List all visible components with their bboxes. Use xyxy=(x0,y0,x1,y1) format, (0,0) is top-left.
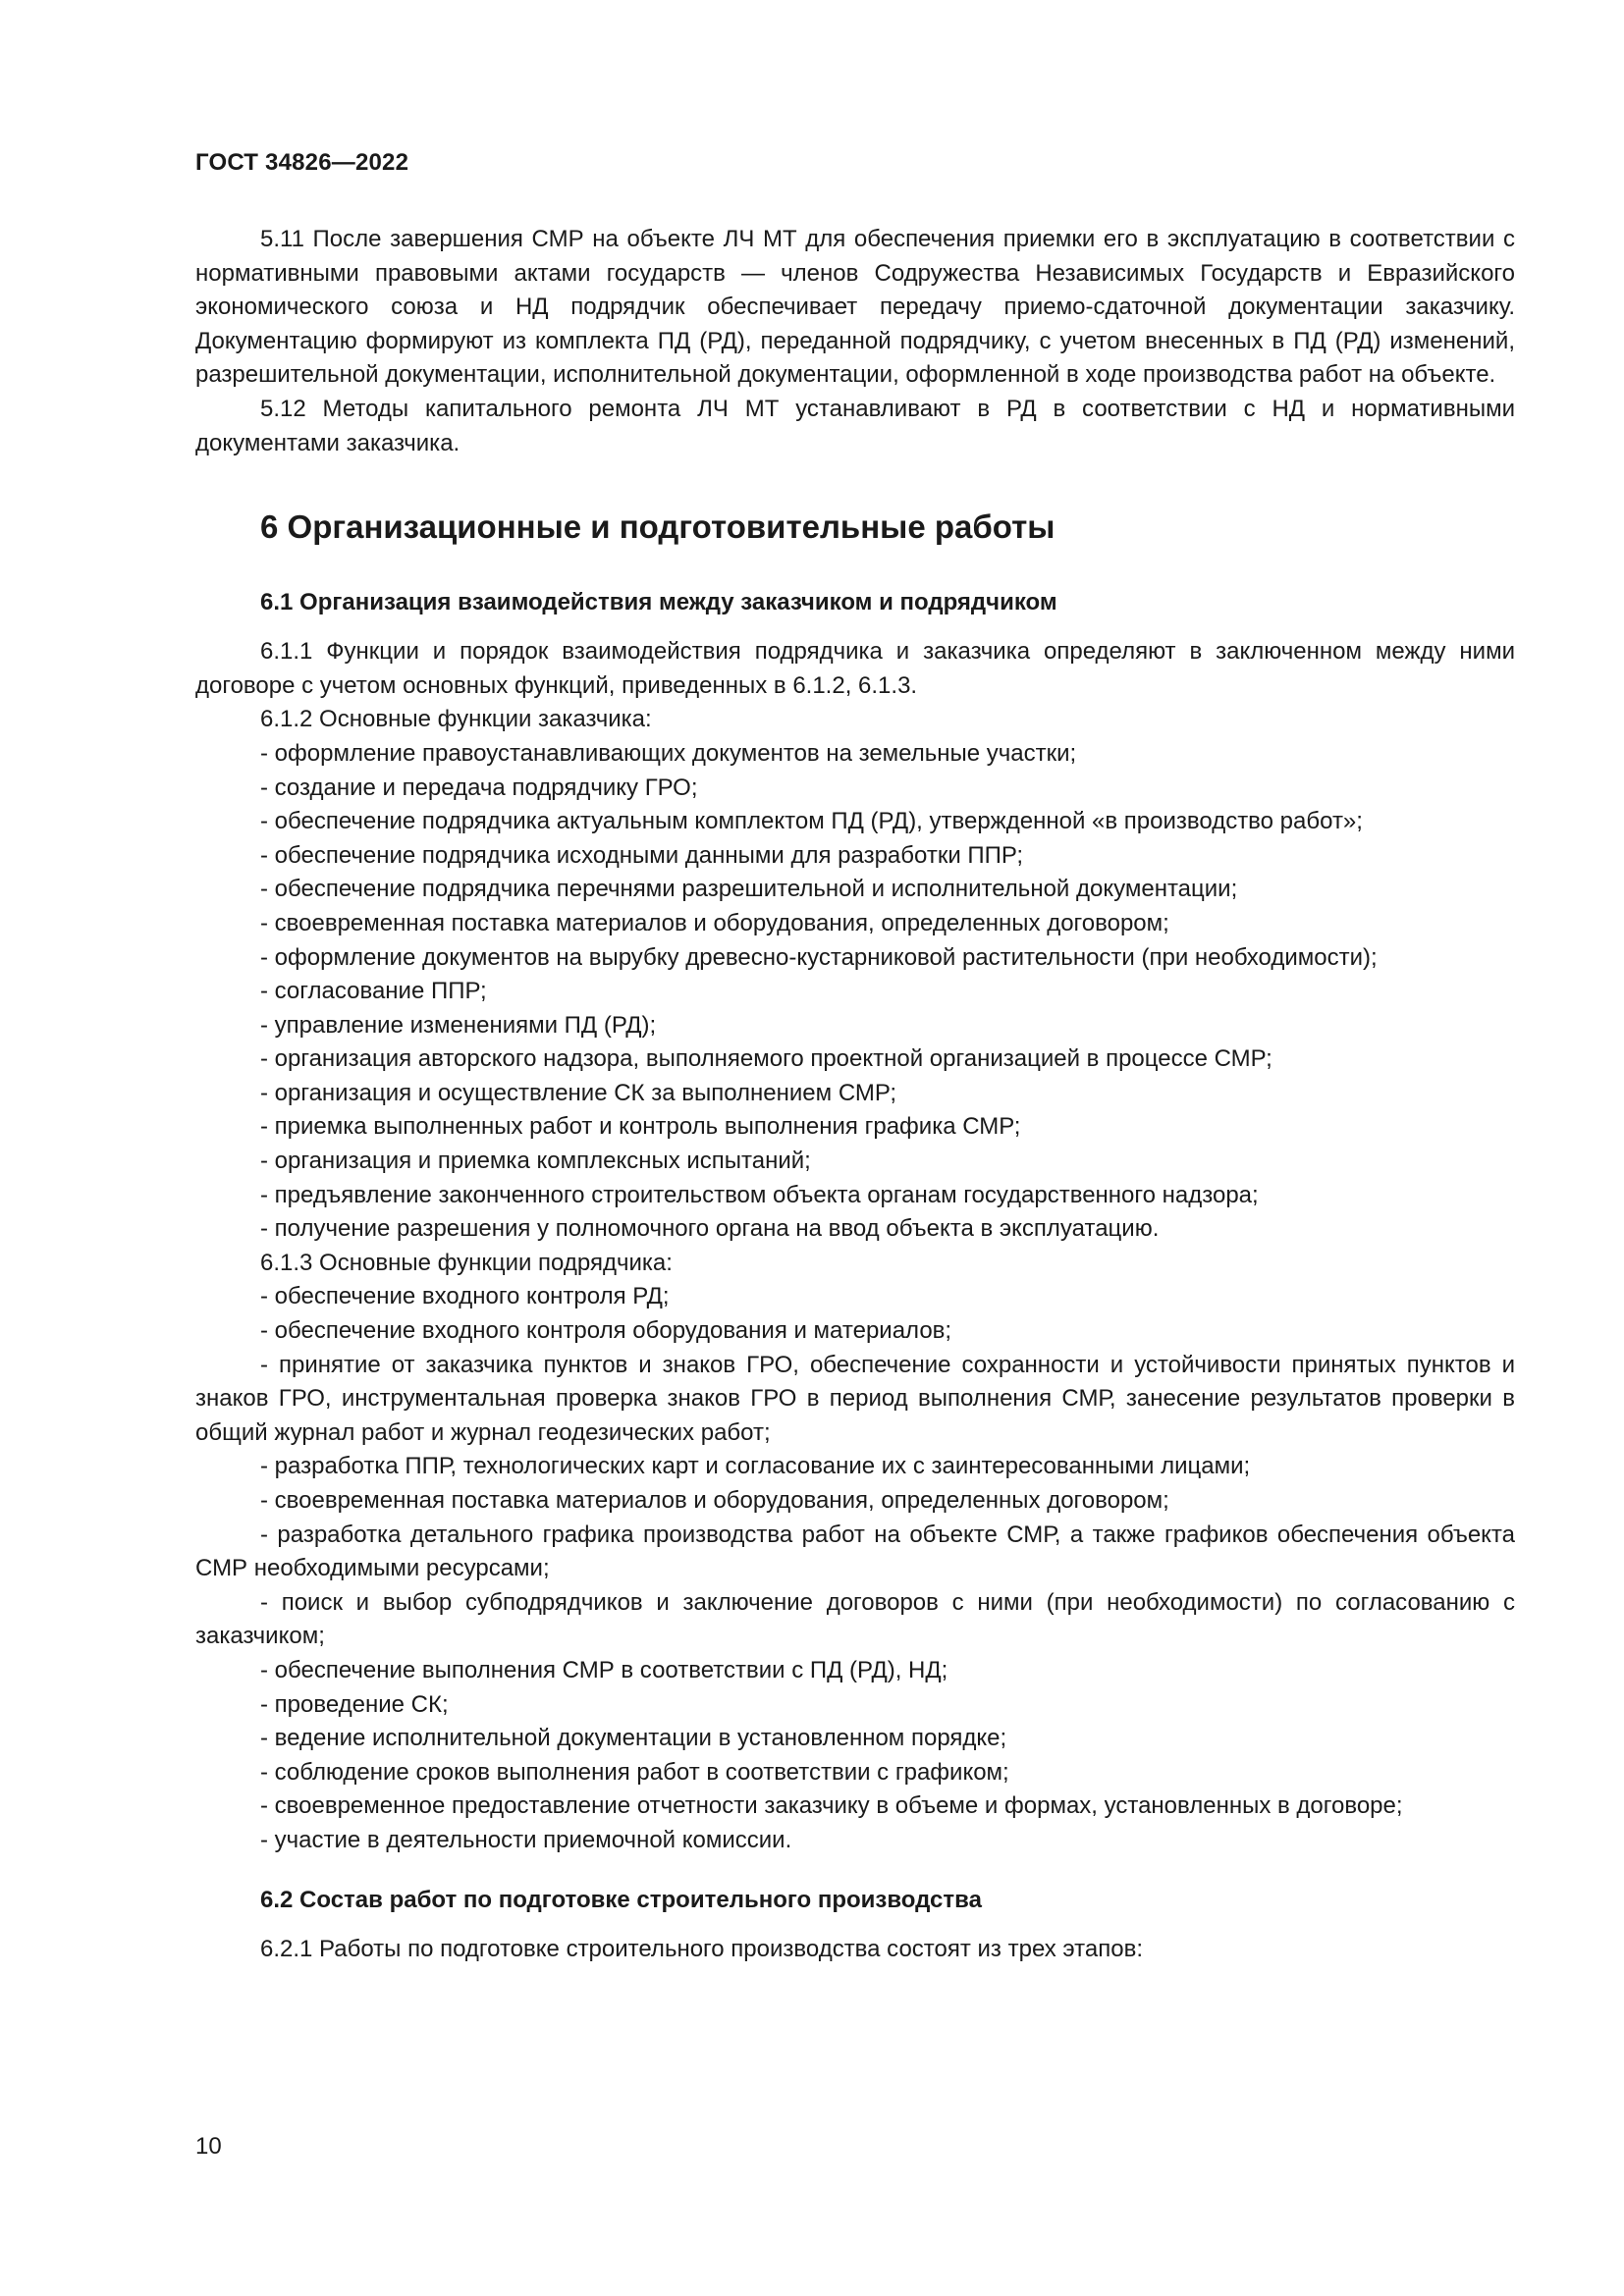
document-line: - своевременная поставка материалов и оборудования, определенных договором; xyxy=(260,1487,1169,1514)
document-line: - соблюдение сроков выполнения работ в соответствии с графиком; xyxy=(260,1758,1009,1786)
document-line: - управление изменениями ПД (РД); xyxy=(260,1011,657,1039)
paragraph-5-11: 5.11 После завершения СМР на объекте ЛЧ МТ для обеспечения приемки его в эксплуатацию в соответствии с нормативными правовыми актами государств — членов Содружества Независимых Государств и Евразийского экономического союза и НД подрядчик обеспечивает передачу приемо-сдаточной документации заказчику. Документацию формируют из комплекта ПД (РД), переданной подрядчику, с учетом внесенных в ПД (РД) изменений, разрешительной документации, исполнительной документации, оформленной в ходе производства работ на объекте. xyxy=(195,226,1515,389)
document-line: - принятие от заказчика пунктов и знаков ГРО, обеспечение сохранности и устойчивости принятых пунктов и знаков ГРО, инструментальная проверка знаков ГРО в период выполнения СМР, занесение результатов проверки в общий журнал работ и журнал геодезических работ; xyxy=(195,1351,1515,1446)
document-line: 6.2.1 Работы по подготовке строительного производства состоят из трех этапов: xyxy=(260,1935,1143,1962)
document-line: - организация авторского надзора, выполняемого проектной организацией в процессе СМР; xyxy=(260,1045,1272,1073)
document-line: - организация и осуществление СК за выполнением СМР; xyxy=(260,1079,897,1106)
document-line: - проведение СК; xyxy=(260,1690,449,1718)
document-line: - поиск и выбор субподрядчиков и заключение договоров с ними (при необходимости) по согласованию с заказчиком; xyxy=(195,1588,1515,1650)
document-line: - обеспечение входного контроля РД; xyxy=(260,1283,670,1310)
paragraph-5-12: 5.12 Методы капитального ремонта ЛЧ МТ устанавливают в РД в соответствии с НД и нормативными документами заказчика. xyxy=(195,395,1515,456)
document-line: - обеспечение подрядчика исходными данными для разработки ППР; xyxy=(260,841,1024,869)
document-line: - своевременное предоставление отчетности заказчику в объеме и формах, установленных в договоре; xyxy=(260,1792,1403,1820)
subsection-title-6-2: 6.2 Состав работ по подготовке строительного производства xyxy=(260,1886,982,1913)
document-line: - оформление правоустанавливающих документов на земельные участки; xyxy=(260,739,1077,767)
section-title-6: 6 Организационные и подготовительные работы xyxy=(260,508,1056,546)
document-line: - обеспечение подрядчика актуальным комплектом ПД (РД), утвержденной «в производство работ»; xyxy=(260,808,1363,835)
document-line: - приемка выполненных работ и контроль выполнения графика СМР; xyxy=(260,1113,1021,1141)
document-line: - согласование ППР; xyxy=(260,978,487,1005)
document-line: - организация и приемка комплексных испытаний; xyxy=(260,1148,811,1175)
page-body xyxy=(195,223,1515,1966)
document-header: ГОСТ 34826—2022 xyxy=(195,149,409,176)
page-number: 10 xyxy=(195,2133,222,2160)
document-line: 6.1.3 Основные функции подрядчика: xyxy=(260,1249,673,1276)
document-line: - обеспечение выполнения СМР в соответствии с ПД (РД), НД; xyxy=(260,1656,948,1683)
subsection-title-6-1: 6.1 Организация взаимодействия между заказчиком и подрядчиком xyxy=(260,589,1057,616)
subsection-6-1-content xyxy=(195,635,1515,1857)
document-line: - разработка ППР, технологических карт и согласование их с заинтересованными лицами; xyxy=(260,1453,1251,1480)
document-line: - предъявление законченного строительством объекта органам государственного надзора; xyxy=(260,1181,1259,1208)
subsection-6-2-content xyxy=(195,1933,1515,1967)
document-line: 6.1.2 Основные функции заказчика: xyxy=(260,706,652,733)
document-line: - своевременная поставка материалов и оборудования, определенных договором; xyxy=(260,909,1169,936)
document-line: - обеспечение входного контроля оборудования и материалов; xyxy=(260,1317,952,1345)
document-line: - разработка детального графика производства работ на объекте СМР, а также графиков обеспечения объекта СМР необходимыми ресурсами; xyxy=(195,1521,1515,1582)
document-line: - оформление документов на вырубку древесно-кустарниковой растительности (при необходимости); xyxy=(260,943,1378,971)
document-line: - участие в деятельности приемочной комиссии. xyxy=(260,1826,792,1853)
document-line: 6.1.1 Функции и порядок взаимодействия подрядчика и заказчика определяют в заключенном между ними договоре с учетом основных функций, приведенных в 6.1.2, 6.1.3. xyxy=(195,638,1515,699)
document-line: - ведение исполнительной документации в установленном порядке; xyxy=(260,1725,1007,1752)
document-line: - обеспечение подрядчика перечнями разрешительной и исполнительной документации; xyxy=(260,876,1238,903)
document-line: - создание и передача подрядчику ГРО; xyxy=(260,774,698,801)
document-line: - получение разрешения у полномочного органа на ввод объекта в эксплуатацию. xyxy=(260,1215,1160,1243)
